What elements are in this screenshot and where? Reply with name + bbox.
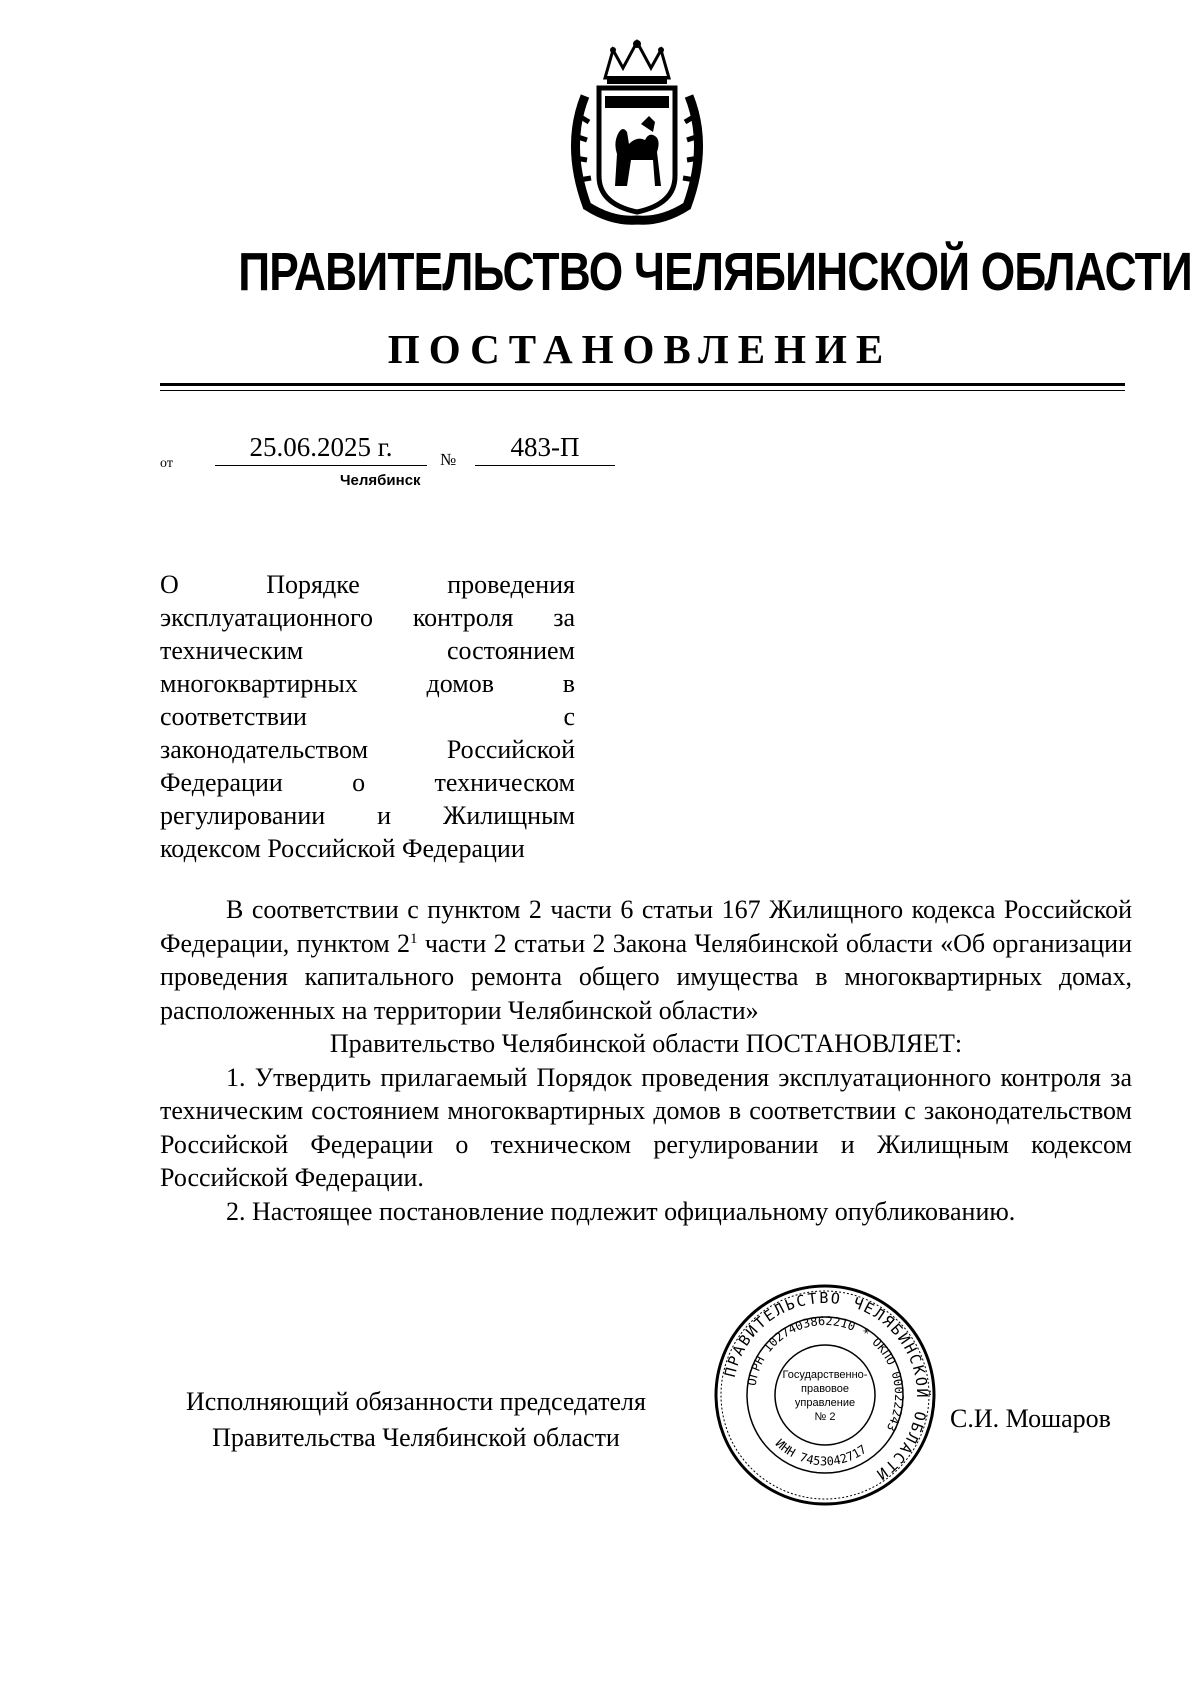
preamble-paragraph <box>160 893 1132 1027</box>
seal-center-line: Государственно- <box>782 1369 868 1381</box>
seal-center-line: управление <box>794 1397 856 1409</box>
seal-outer-text: ПРАВИТЕЛЬСТВО ЧЕЛЯБИНСКОЙ ОБЛАСТИ <box>720 1288 932 1485</box>
document-type: ПОСТАНОВЛЕНИЕ <box>387 326 893 372</box>
registration-row <box>160 432 600 472</box>
subject-line: кодексом Российской Федерации <box>160 834 525 863</box>
seal-inner-text: ОГРН 1027403862210 * ОКПО 00022243 <box>744 1313 907 1434</box>
document-body <box>160 893 1132 1228</box>
seal-inn-text: ИНН 7453042717 <box>772 1436 870 1469</box>
preamble-text: В соответствии с пунктом 2 части 6 статьи 167 Жилищного кодекса Российской Федерации, пунктом 2 <box>160 895 1132 958</box>
resolves-line: Правительство Челябинской области ПОСТАНОВЛЯЕТ: <box>329 1029 963 1058</box>
chelyabinsk-coat-of-arms-icon <box>557 36 717 226</box>
from-label: от <box>160 456 173 471</box>
city-name: Челябинск <box>340 472 421 489</box>
subject-line: О Порядке проведения <box>160 570 575 599</box>
subject-line: регулировании и Жилищным <box>160 801 575 830</box>
document-date: 25.06.2025 г. <box>215 432 427 466</box>
preamble-superscript: 1 <box>410 930 418 947</box>
seal-center-line: № 2 <box>814 1411 836 1423</box>
subject-line: многоквартирных домов в <box>160 669 575 698</box>
header-rule-thin <box>160 390 1125 391</box>
header-rule-thick <box>160 383 1125 386</box>
signatory-name: С.И. Мошаров <box>950 1404 1111 1433</box>
subject-line: техническим состоянием <box>160 636 575 665</box>
number-label: № <box>440 450 457 469</box>
document-number: 483-П <box>475 432 615 466</box>
subject-line: соответствии с <box>160 702 575 731</box>
signatory-position-line: Правительства Челябинской области <box>212 1423 620 1452</box>
government-title: ПРАВИТЕЛЬСТВО ЧЕЛЯБИНСКОЙ ОБЛАСТИ <box>238 242 1192 302</box>
preamble-text-continued: части 2 статьи 2 Закона Челябинской области «Об организации проведения капитального ремонта общего имущества в многоквартирных домах, расположенных на территории Челябинской области» <box>160 928 1132 1025</box>
official-seal <box>712 1282 938 1508</box>
subject-line: эксплуатационного контроля за <box>160 603 575 632</box>
signatory-position-line: Исполняющий обязанности председателя <box>186 1387 646 1416</box>
seal-center-line: правовое <box>801 1383 849 1395</box>
resolution-item-1: 1. Утвердить прилагаемый Порядок проведения эксплуатационного контроля за техническим состоянием многоквартирных домов в соответствии с законодательством Российской Федерации о техническом регулировании и Жилищным кодексом Российской Федерации. <box>160 1062 1132 1192</box>
document-subject <box>160 568 575 865</box>
subject-line: законодательством Российской <box>160 735 575 764</box>
resolution-item-2: 2. Настоящее постановление подлежит официальному опубликованию. <box>226 1196 1016 1226</box>
subject-line: Федерации о техническом <box>160 768 575 797</box>
signatory-position <box>156 1384 676 1456</box>
